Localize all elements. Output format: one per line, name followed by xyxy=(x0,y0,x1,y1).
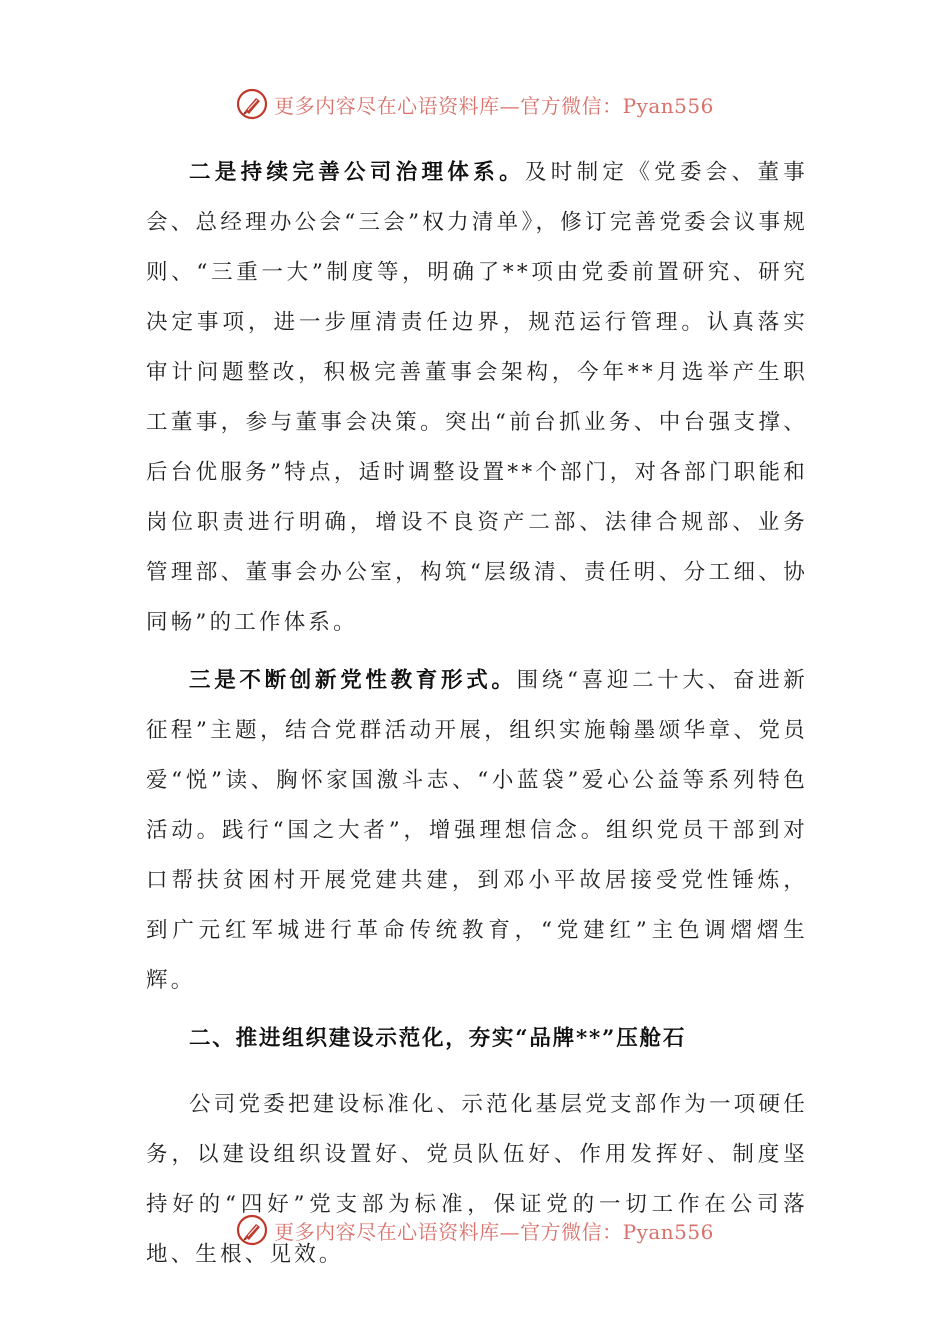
paragraph-text: 围绕“喜迎二十大、奋进新征程”主题，结合党群活动开展，组织实施翰墨颂华章、党员爱“悦”读、胸怀家国激斗志、“小蓝袋”爱心公益等系列特色活动。践行“国之大者”，增强理想信念。组织党员干部到对口帮扶贫困村开展党建共建，到邓小平故居接受党性锤炼，到广元红军城进行革命传统教育，“党建红”主色调熠熠生辉。 xyxy=(146,668,808,993)
document-body xyxy=(146,148,808,1288)
paragraph-lead: 三是不断创新党性教育形式。 xyxy=(189,668,517,693)
header-watermark xyxy=(0,84,950,124)
paragraph-text: 及时制定《党委会、董事会、总经理办公会“三会”权力清单》，修订完善党委会议事规则、“三重一大”制度等，明确了**项由党委前置研究、研究决定事项，进一步厘清责任边界，规范运行管理。认真落实审计问题整改，积极完善董事会架构，今年**月选举产生职工董事，参与董事会决策。突出“前台抓业务、中台强支撑、后台优服务”特点，适时调整设置**个部门，对各部门职能和岗位职责进行明确，增设不良资产二部、法律合规部、业务管理部、董事会办公室，构筑“层级清、责任明、分工细、协同畅”的工作体系。 xyxy=(146,160,808,635)
footer-watermark xyxy=(0,1210,950,1250)
paragraph-text: 公司党委把建设标准化、示范化基层党支部作为一项硬任务，以建设组织设置好、党员队伍好、作用发挥好、制度坚持好的“四好”党支部为标准，保证党的一切工作在公司落地、生根、见效。 xyxy=(146,1092,808,1267)
section-heading: 二、推进组织建设示范化，夯实“品牌**”压舱石 xyxy=(189,1026,687,1051)
paragraph-organization xyxy=(146,1080,808,1280)
paragraph-lead: 二是持续完善公司治理体系。 xyxy=(189,160,525,185)
watermark-text: 更多内容尽在心语资料库—官方微信：Pyan556 xyxy=(274,1219,714,1244)
paragraph-governance xyxy=(146,148,808,648)
watermark-text: 更多内容尽在心语资料库—官方微信：Pyan556 xyxy=(274,93,714,118)
pen-nib-logo-icon xyxy=(236,1214,268,1246)
pen-nib-logo-icon xyxy=(236,88,268,120)
paragraph-education xyxy=(146,656,808,1006)
